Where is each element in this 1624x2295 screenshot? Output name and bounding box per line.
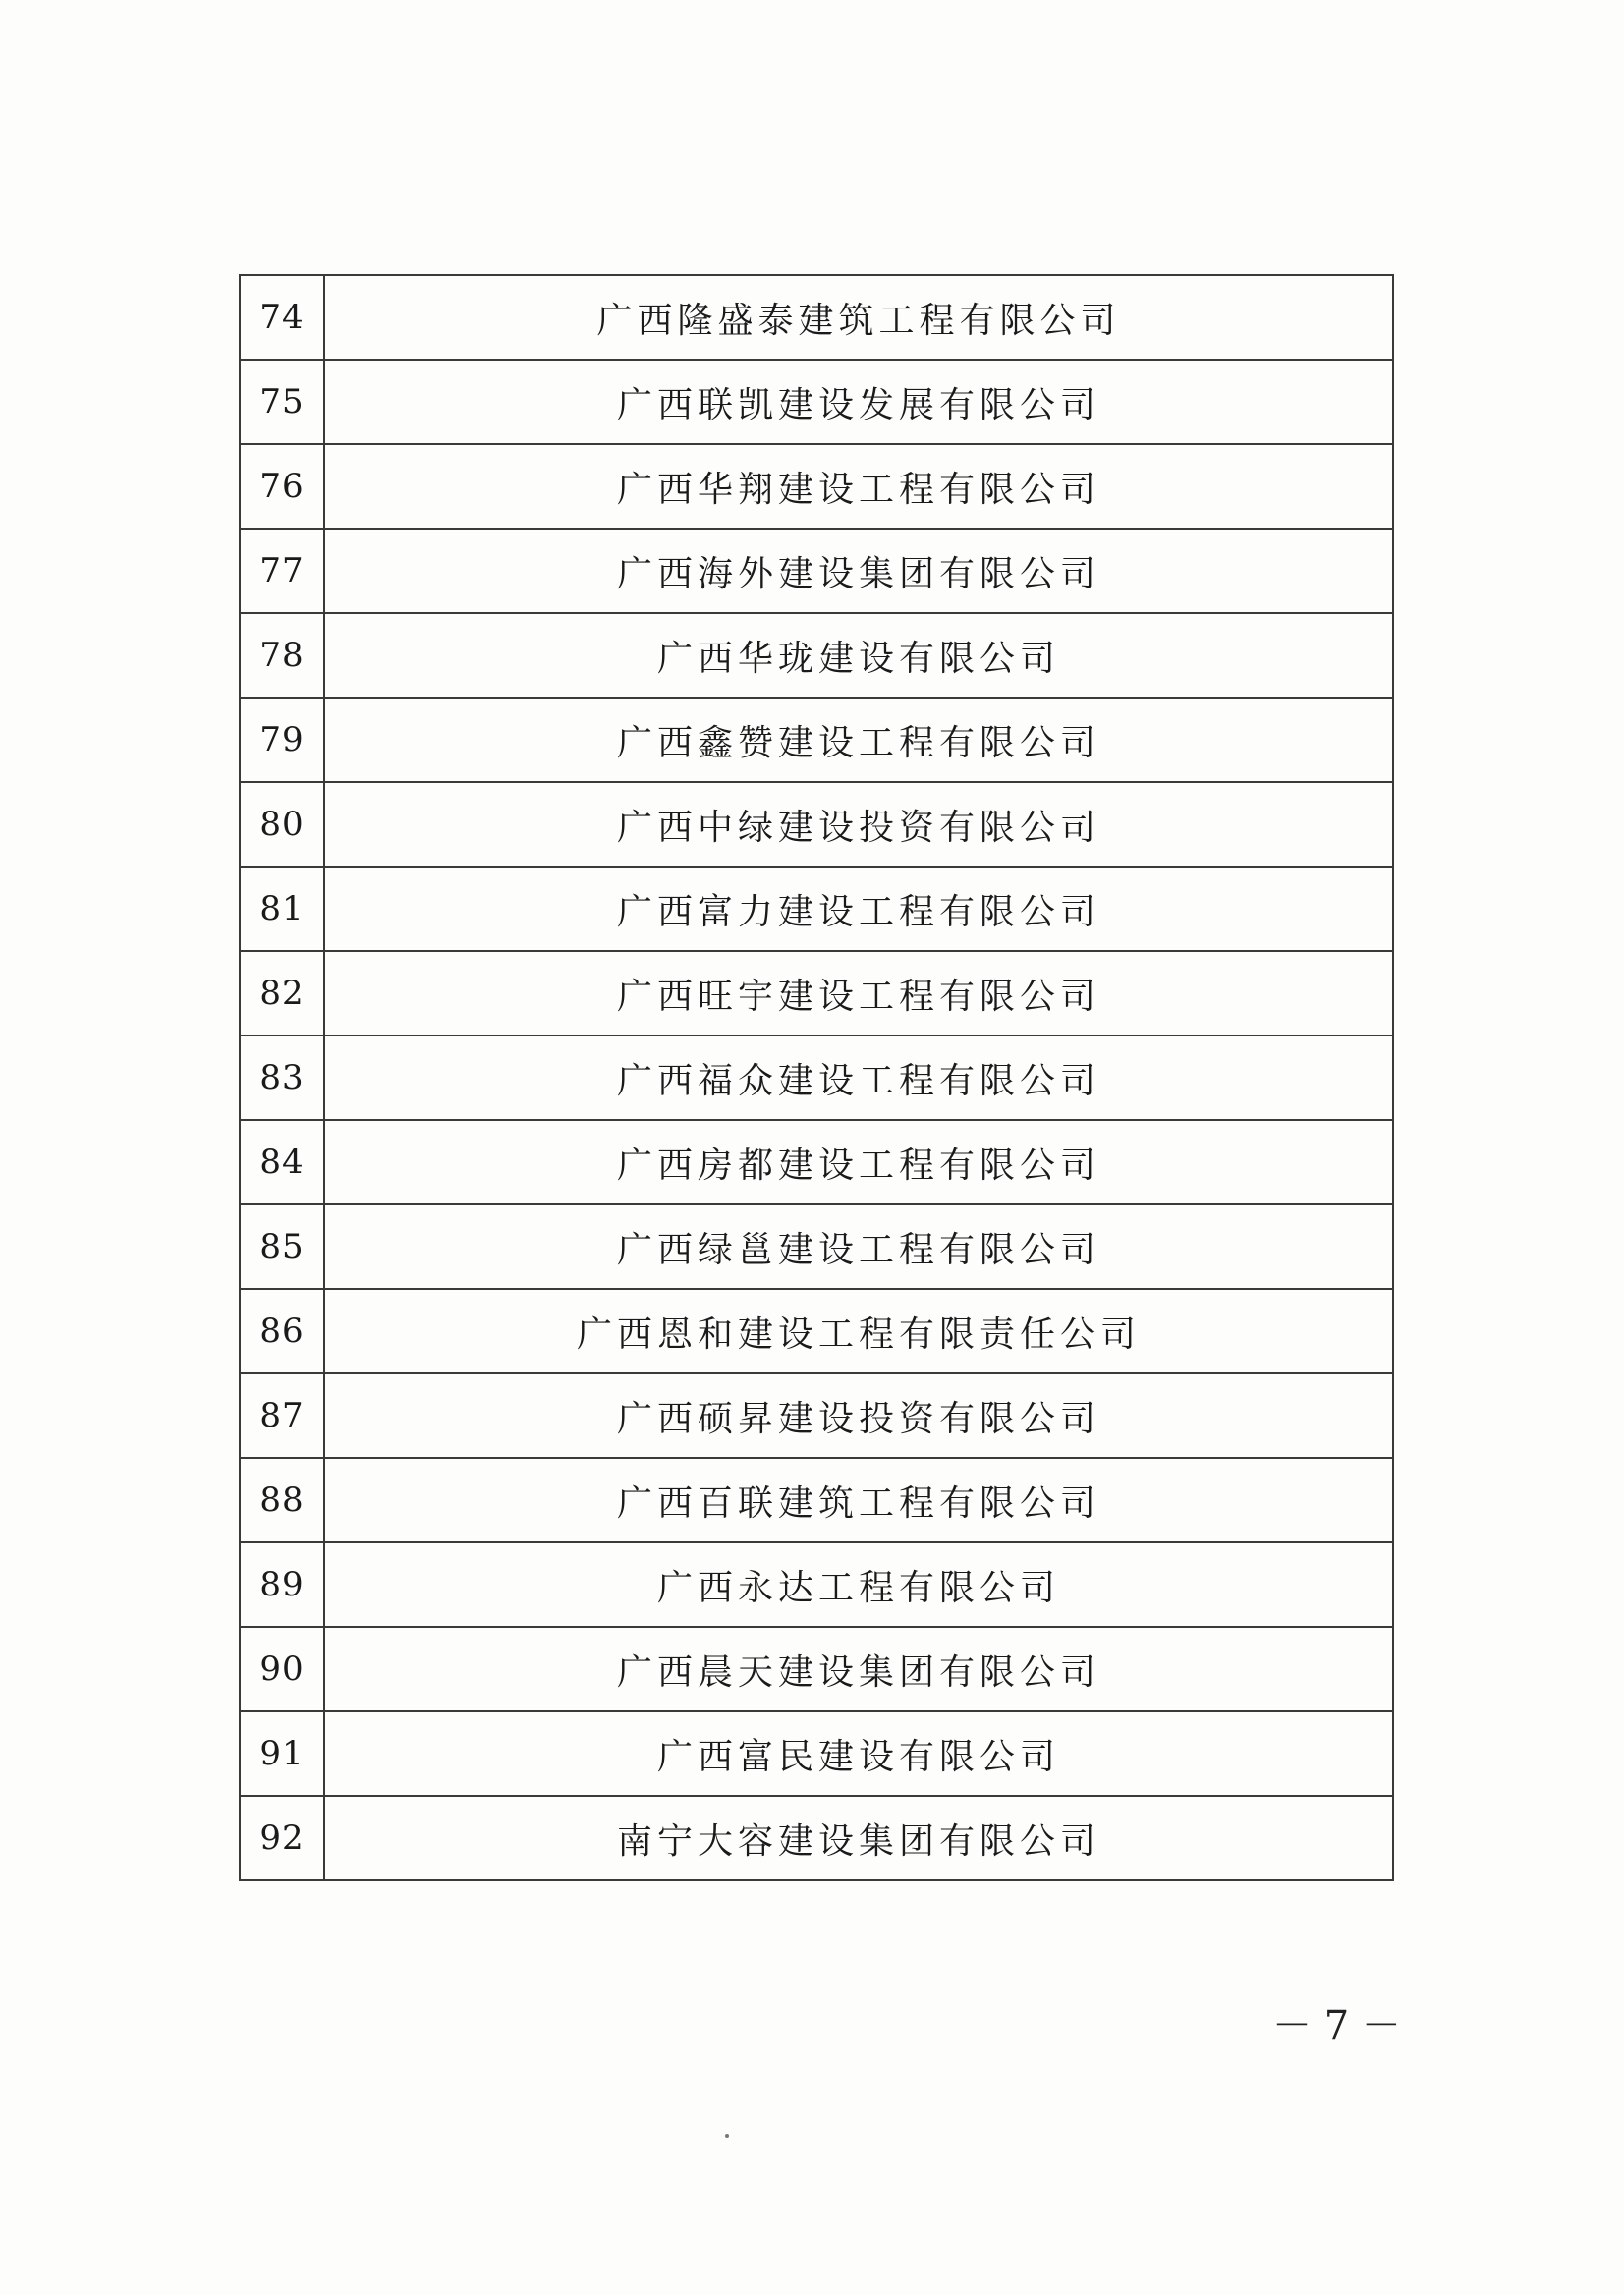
company-name: 广西富力建设工程有限公司 xyxy=(324,867,1393,951)
table-row xyxy=(240,1289,1393,1373)
table-row xyxy=(240,1627,1393,1711)
row-number: 80 xyxy=(240,782,324,867)
company-name: 广西鑫赞建设工程有限公司 xyxy=(324,698,1393,782)
row-number: 74 xyxy=(240,275,324,360)
company-name: 广西旺宇建设工程有限公司 xyxy=(324,951,1393,1036)
company-name: 南宁大容建设集团有限公司 xyxy=(324,1796,1393,1880)
row-number: 84 xyxy=(240,1120,324,1204)
row-number: 88 xyxy=(240,1458,324,1542)
company-name: 广西华翔建设工程有限公司 xyxy=(324,444,1393,529)
table-row xyxy=(240,275,1393,360)
row-number: 91 xyxy=(240,1711,324,1796)
table-row xyxy=(240,1204,1393,1289)
row-number: 79 xyxy=(240,698,324,782)
table-row xyxy=(240,1458,1393,1542)
company-name: 广西绿邕建设工程有限公司 xyxy=(324,1204,1393,1289)
company-name: 广西海外建设集团有限公司 xyxy=(324,529,1393,613)
row-number: 83 xyxy=(240,1036,324,1120)
table-row xyxy=(240,1036,1393,1120)
row-number: 89 xyxy=(240,1542,324,1627)
company-name: 广西硕昇建设投资有限公司 xyxy=(324,1373,1393,1458)
table-row xyxy=(240,867,1393,951)
table-row xyxy=(240,1373,1393,1458)
row-number: 87 xyxy=(240,1373,324,1458)
row-number: 77 xyxy=(240,529,324,613)
table-row xyxy=(240,951,1393,1036)
company-name: 广西福众建设工程有限公司 xyxy=(324,1036,1393,1120)
company-name: 广西中绿建设投资有限公司 xyxy=(324,782,1393,867)
row-number: 81 xyxy=(240,867,324,951)
row-number: 82 xyxy=(240,951,324,1036)
company-list-table xyxy=(239,274,1394,1881)
company-name: 广西恩和建设工程有限责任公司 xyxy=(324,1289,1393,1373)
page-number: － 7 － xyxy=(1272,2003,1401,2048)
company-name: 广西联凯建设发展有限公司 xyxy=(324,360,1393,444)
row-number: 85 xyxy=(240,1204,324,1289)
table-row xyxy=(240,613,1393,698)
scan-artifact-dot xyxy=(725,2134,729,2138)
row-number: 78 xyxy=(240,613,324,698)
row-number: 92 xyxy=(240,1796,324,1880)
row-number: 75 xyxy=(240,360,324,444)
row-number: 86 xyxy=(240,1289,324,1373)
table-row xyxy=(240,1711,1393,1796)
table-row xyxy=(240,1120,1393,1204)
company-list-body xyxy=(240,275,1393,1880)
table-row xyxy=(240,360,1393,444)
table-row xyxy=(240,782,1393,867)
table-row xyxy=(240,1542,1393,1627)
company-name: 广西房都建设工程有限公司 xyxy=(324,1120,1393,1204)
company-name: 广西晨天建设集团有限公司 xyxy=(324,1627,1393,1711)
table-row xyxy=(240,529,1393,613)
table-row xyxy=(240,444,1393,529)
table-row xyxy=(240,698,1393,782)
company-name: 广西百联建筑工程有限公司 xyxy=(324,1458,1393,1542)
row-number: 90 xyxy=(240,1627,324,1711)
row-number: 76 xyxy=(240,444,324,529)
company-name: 广西永达工程有限公司 xyxy=(324,1542,1393,1627)
company-name: 广西华珑建设有限公司 xyxy=(324,613,1393,698)
company-name: 广西隆盛泰建筑工程有限公司 xyxy=(324,275,1393,360)
company-name: 广西富民建设有限公司 xyxy=(324,1711,1393,1796)
table-row xyxy=(240,1796,1393,1880)
